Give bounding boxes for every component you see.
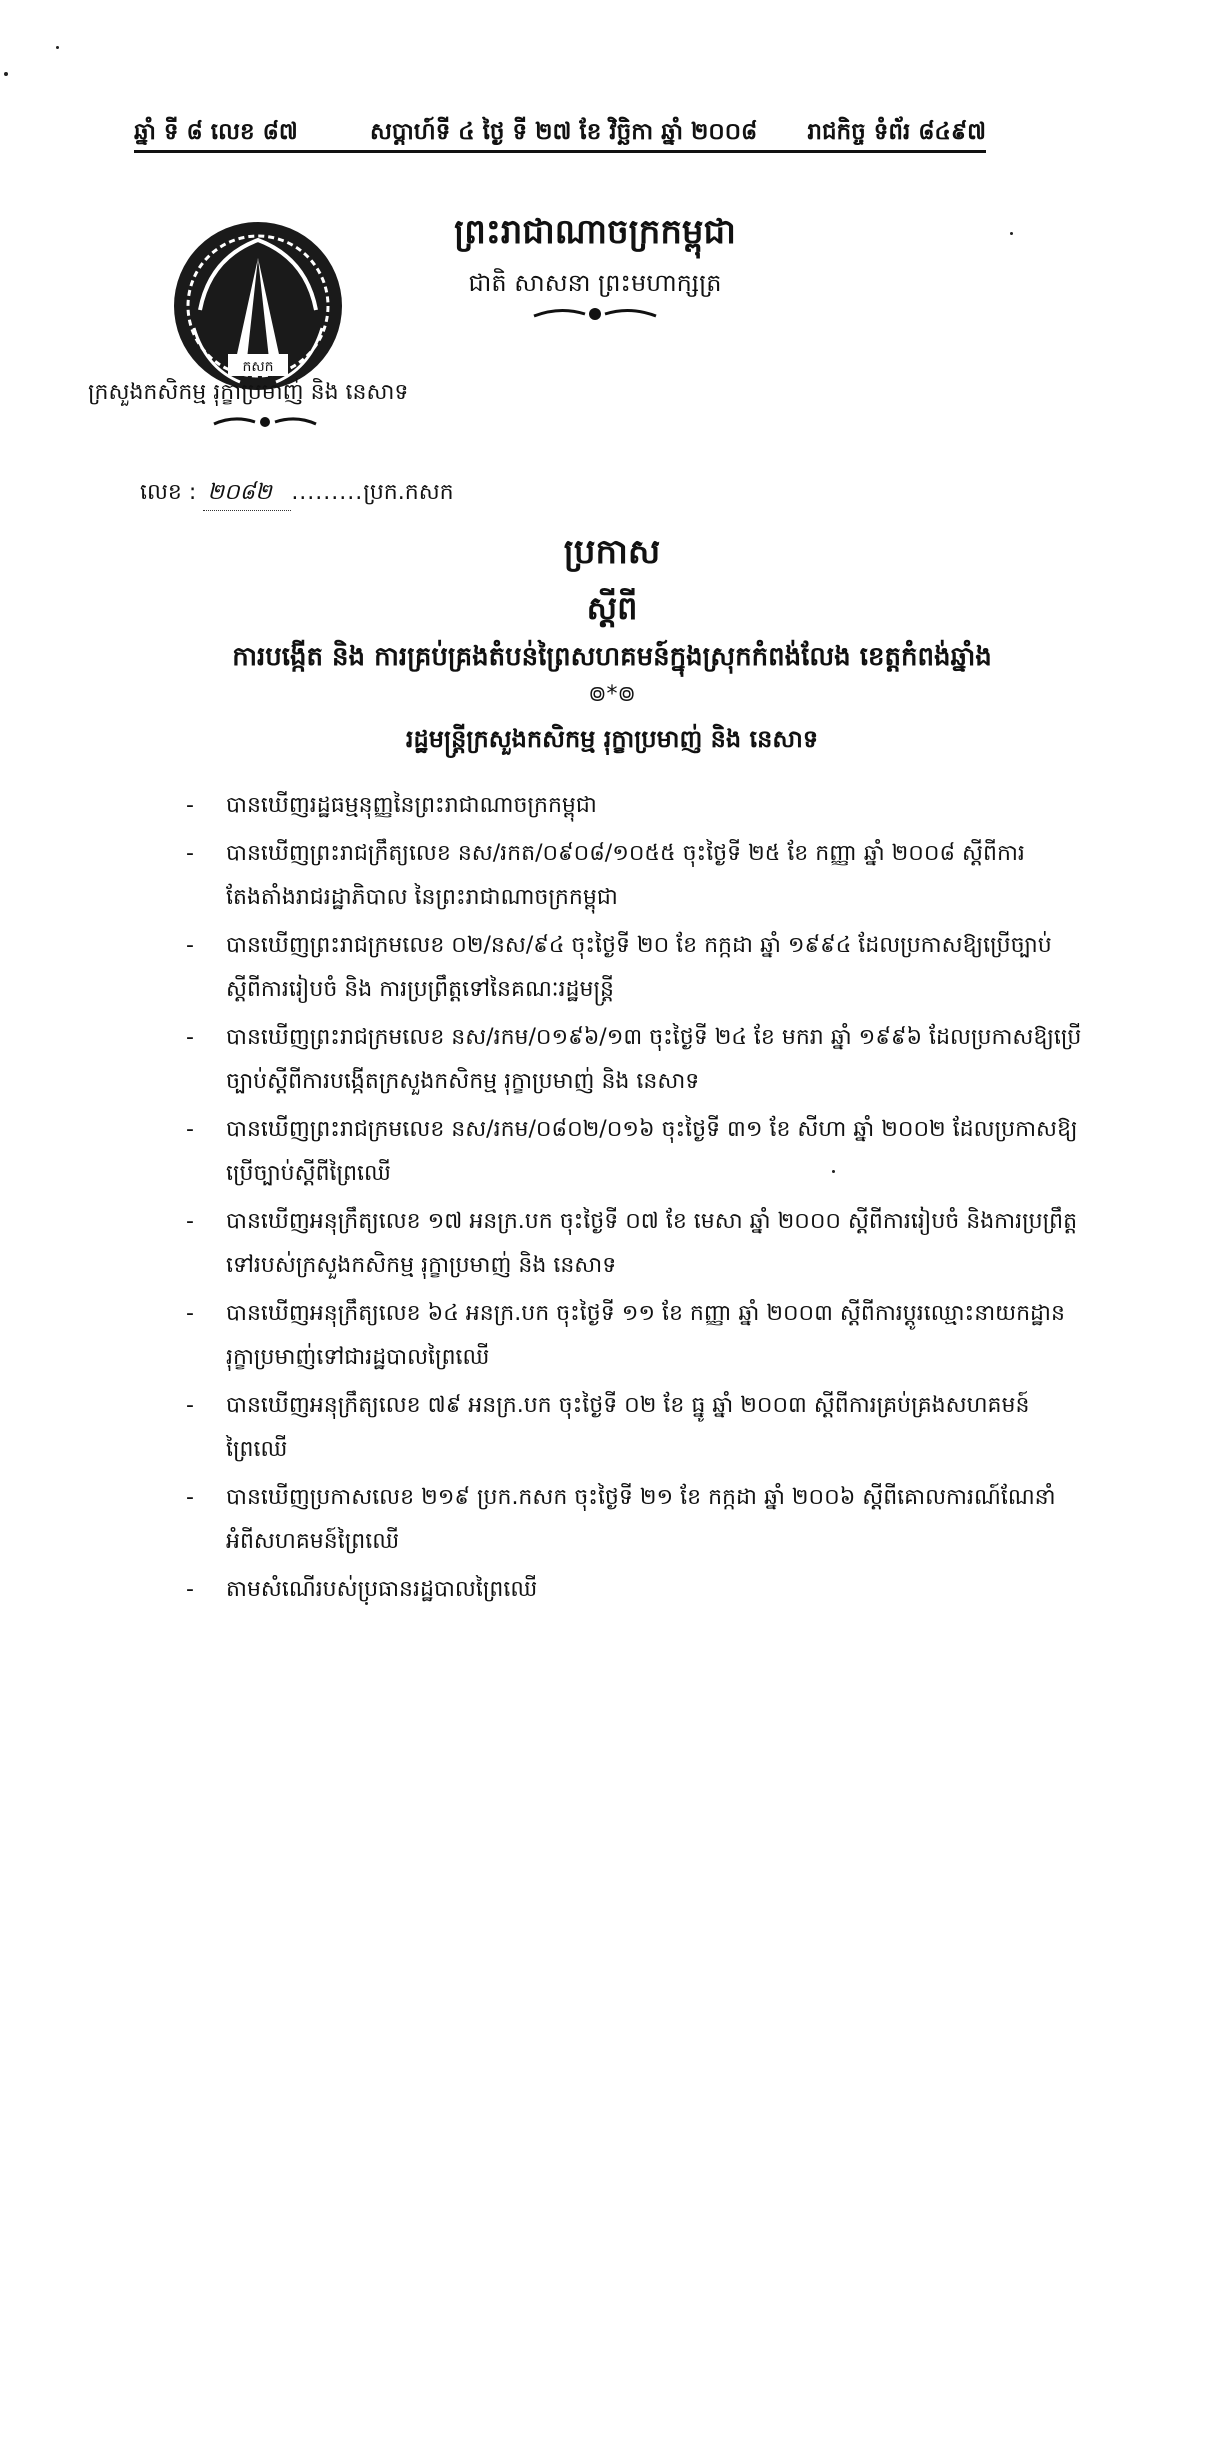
reference-handwritten-number: ២០៨២ [203,478,291,511]
scan-speck [1010,232,1013,235]
gazette-year-number: ឆ្នាំ ទី ៨ លេខ ៨៧ [134,119,298,145]
list-item: - បានឃើញព្រះរាជក្រមលេខ ០២/នស/៩៤ ចុះថ្ងៃទី ២០ ខែ កក្កដា ឆ្នាំ ១៩៩៤ ដែលប្រកាសឱ្យប្រើច្បាប់ស្តីពីការរៀបចំ និង ការប្រព្រឹត្តទៅនៃគណៈរដ្ឋមន្ត្រី [186,933,1052,1002]
list-item: - បានឃើញអនុក្រឹត្យលេខ ៧៩ អនក្រ.បក ចុះថ្ងៃទី ០២ ខែ ធ្នូ ឆ្នាំ ២០០៣ ស្តីពីការគ្រប់គ្រងសហគមន៍ព្រៃឈើ [186,1393,1030,1462]
scan-speck [56,46,59,49]
document-issuer: រដ្ឋមន្ត្រីក្រសួងកសិកម្ម រុក្ខាប្រមាញ់ និង នេសាទ [405,725,819,753]
emblem-text: កសក [242,359,274,375]
reference-dots: ......... [291,480,364,505]
document-divider: ៙*៙ [588,682,636,707]
document-subject: ការបង្កើត និង ការគ្រប់គ្រងតំបន់ព្រៃសហគមន៍ក្នុងស្រុកកំពង់លែង ខេត្តកំពង់ឆ្នាំង [232,642,992,672]
scan-speck [832,1170,835,1173]
list-item: - បានឃើញព្រះរាជក្រមលេខ នស/រកម/០១៩៦/១៣ ចុះថ្ងៃទី ២៤ ខែ មករា ឆ្នាំ ១៩៩៦ ដែលប្រកាសឱ្យប្រើច្បាប់ស្តីពីការបង្កើតក្រសួងកសិកម្ម រុក្ខាប្រមាញ់ និង នេសាទ [186,1025,1082,1094]
list-item: - បានឃើញព្រះរាជក្រមលេខ នស/រកម/០៨០២/០១៦ ចុះថ្ងៃទី ៣១ ខែ សីហា ឆ្នាំ ២០០២ ដែលប្រកាសឱ្យប្រើច្បាប់ស្តីពីព្រៃឈើ [186,1117,1078,1186]
ministry-name: ក្រសួងកសិកម្ម រុក្ខាប្រមាញ់ និង នេសាទ [88,380,409,405]
list-item: - បានឃើញរដ្ឋធម្មនុញ្ញនៃព្រះរាជាណាចក្រកម្ពុជា [186,793,597,818]
list-item: - បានឃើញព្រះរាជក្រឹត្យលេខ នស/រកត/០៩០៨/១០៥៥ ចុះថ្ងៃទី ២៥ ខែ កញ្ញា ឆ្នាំ ២០០៨ ស្តីពីការតែងតាំងរាជរដ្ឋាភិបាល នៃព្រះរាជាណាចក្រកម្ពុជា [186,841,1025,910]
reference-prefix: លេខ : [140,480,197,505]
list-item: - បានឃើញប្រកាសលេខ ២១៩ ប្រក.កសក ចុះថ្ងៃទី ២១ ខែ កក្កដា ឆ្នាំ ២០០៦ ស្តីពីគោលការណ៍ណែនាំអំពីសហគមន៍ព្រៃឈើ [186,1485,1056,1554]
gazette-page: រាជកិច្ច ទំព័រ ៨៤៩៧ [807,119,986,145]
scan-speck [365,1602,368,1605]
document-type: ប្រកាស [563,532,661,572]
kingdom-motto: ជាតិ សាសនា ព្រះមហាក្សត្រ [468,269,722,297]
gazette-date: សប្តាហ៍ទី ៤ ថ្ងៃ ទី ២៧ ខែ វិច្ឆិកា ឆ្នាំ ២០០៨ [370,119,758,145]
list-item: - បានឃើញអនុក្រឹត្យលេខ ១៧ អនក្រ.បក ចុះថ្ងៃទី ០៧ ខែ មេសា ឆ្នាំ ២០០០ ស្តីពីការរៀបចំ និងការប្រព្រឹត្តទៅរបស់ក្រសួងកសិកម្ម រុក្ខាប្រមាញ់ និង នេសាទ [186,1209,1078,1278]
ornament-icon [210,413,320,431]
list-item: - តាមសំណើរបស់ប្រធានរដ្ឋបាលព្រៃឈើ [186,1577,538,1602]
list-item: - បានឃើញអនុក្រឹត្យលេខ ៦៤ អនក្រ.បក ចុះថ្ងៃទី ១១ ខែ កញ្ញា ឆ្នាំ ២០០៣ ស្តីពីការប្តូរឈ្មោះនាយកដ្ឋានរុក្ខាប្រមាញ់ទៅជារដ្ឋបាលព្រៃឈើ [186,1301,1065,1370]
reference-suffix: ប្រក.កសក [363,480,454,505]
ornament-icon [530,304,660,324]
considerations-list [186,784,1086,1616]
gazette-header [134,118,986,152]
kingdom-title: ព្រះរាជាណាចក្រកម្ពុជា [454,212,736,252]
document-about: ស្តីពី [586,589,638,627]
ministry-emblem-icon [170,218,346,394]
scan-speck [4,72,8,76]
reference-number [140,478,454,511]
header-rule [134,150,986,153]
